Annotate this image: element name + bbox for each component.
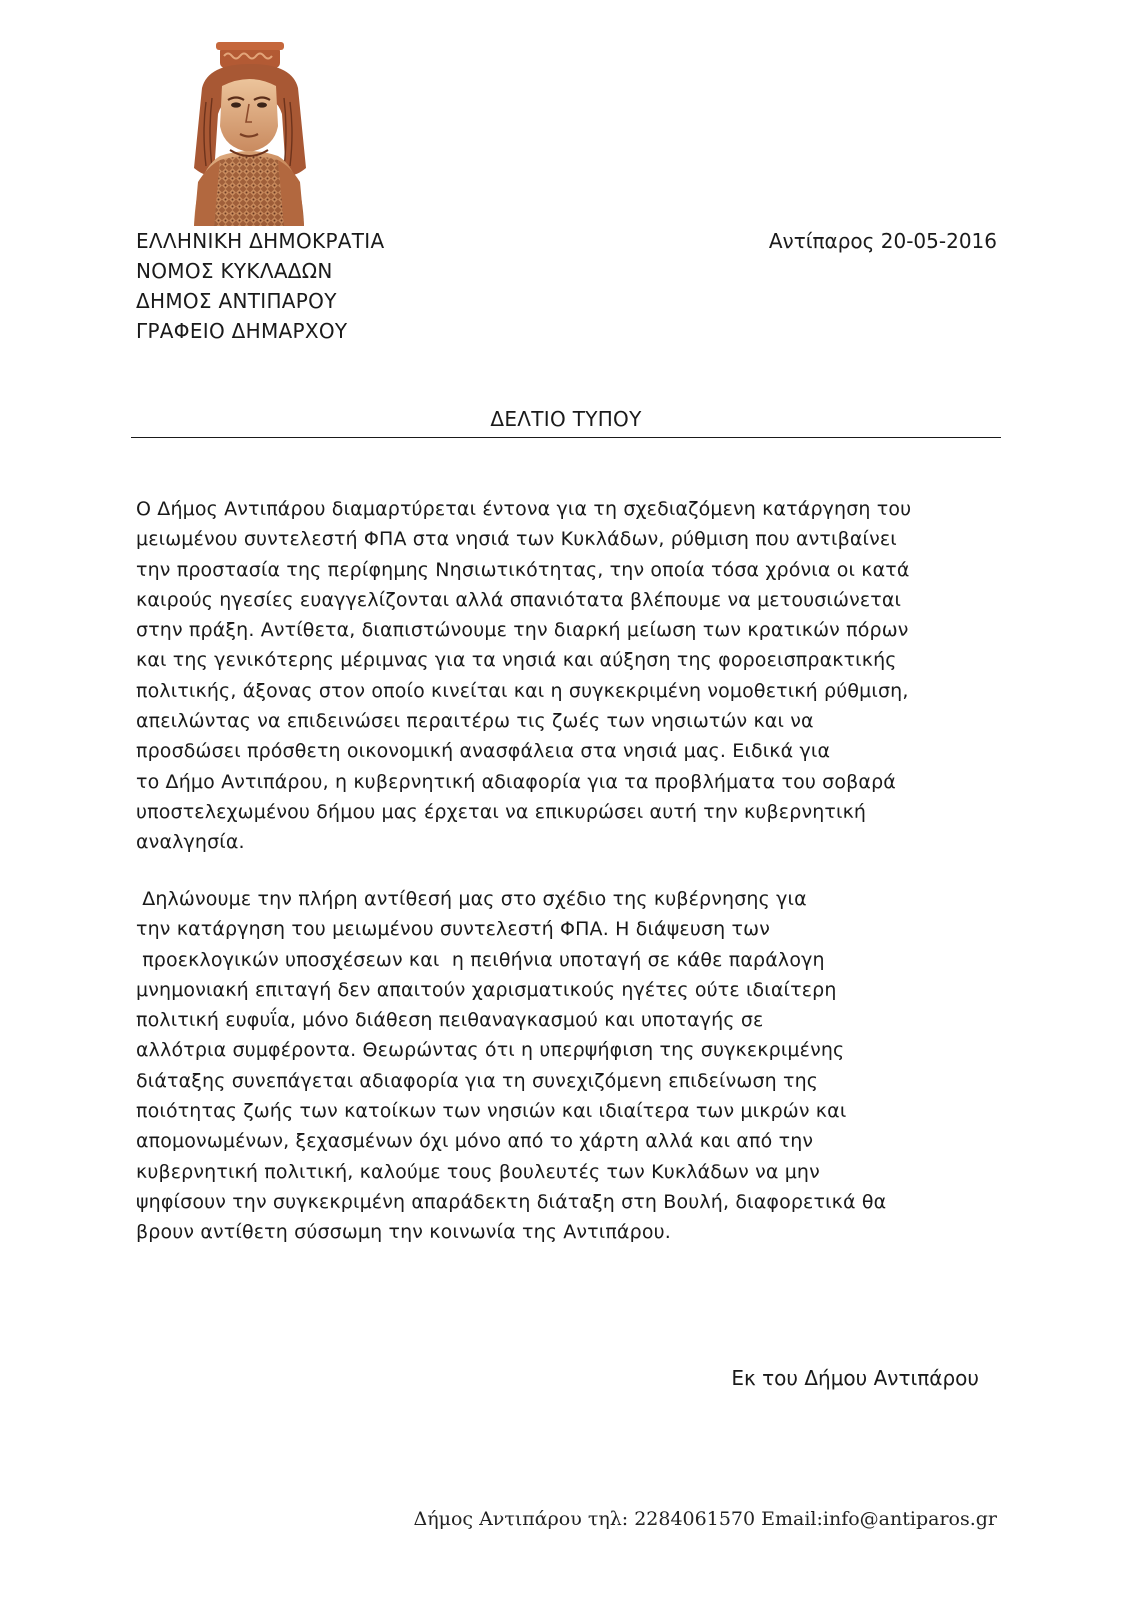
- cycladic-bust-emblem-icon: [180, 42, 318, 226]
- paragraph-line: και της γενικότερης μέριμνας για τα νησιά και αύξηση της φοροεισπρακτικής: [136, 649, 897, 672]
- title-underline-divider: [131, 437, 1001, 438]
- paragraph-line: Ο Δήμος Αντιπάρου διαμαρτύρεται έντονα για τη σχεδιαζόμενη κατάργηση του: [136, 498, 912, 520]
- paragraph-line: προσδώσει πρόσθετη οικονομική ανασφάλεια στα νησιά μας. Ειδικά για: [136, 740, 831, 763]
- paragraph-line: πολιτικής, άξονας στον οποίο κινείται και η συγκεκριμένη νομοθετική ρύθμιση,: [136, 679, 909, 702]
- paragraph-line: προεκλογικών υποσχέσεων και η πειθήνια υποταγή σε κάθε παράλογη: [136, 948, 825, 971]
- place-and-date: Αντίπαρος 20-05-2016: [768, 229, 997, 253]
- paragraph-line: ποιότητας ζωής των κατοίκων των νησιών και ιδιαίτερα των μικρών και: [136, 1100, 847, 1123]
- paragraph-line: καιρούς ηγεσίες ευαγγελίζονται αλλά σπανιότατα βλέπουμε να μετουσιώνεται: [136, 588, 902, 611]
- body-paragraph-2: [136, 884, 886, 1248]
- paragraph-line: μειωμένου συντελεστή ΦΠΑ στα νησιά των Κυκλάδων, ρύθμιση που αντιβαίνει: [136, 528, 897, 551]
- paragraph-line: Δηλώνουμε την πλήρη αντίθεσή μας στο σχέδιο της κυβέρνησης για: [136, 888, 807, 910]
- paragraph-line: υποστελεχωμένου δήμου μας έρχεται να επικυρώσει αυτή την κυβερνητική: [136, 800, 867, 823]
- footer-contact-info: Δήμος Αντιπάρου τηλ: 2284061570 Email:info@antiparos.gr: [413, 1508, 997, 1530]
- paragraph-line: βρουν αντίθετη σύσσωμη την κοινωνία της Αντιπάρου.: [136, 1221, 671, 1244]
- authority-line-office: ΓΡΑΦΕΙΟ ΔΗΜΑΡΧΟΥ: [136, 319, 348, 343]
- signature-line: Εκ του Δήμου Αντιπάρου: [731, 1366, 979, 1390]
- paragraph-line: την κατάργηση του μειωμένου συντελεστή ΦΠΑ. Η διάψευση των: [136, 918, 770, 941]
- paragraph-line: το Δήμο Αντιπάρου, η κυβερνητική αδιαφορία για τα προβλήματα του σοβαρά: [136, 770, 896, 793]
- authority-line-municipality: ΔΗΜΟΣ ΑΝΤΙΠΑΡΟΥ: [136, 289, 337, 313]
- paragraph-line: στην πράξη. Αντίθετα, διαπιστώνουμε την διαρκή μείωση των κρατικών πόρων: [136, 619, 909, 642]
- authority-line-country: ΕΛΛΗΝΙΚΗ ΔΗΜΟΚΡΑΤΙΑ: [136, 229, 385, 253]
- authority-line-prefecture: ΝΟΜΟΣ ΚΥΚΛΑΔΩΝ: [136, 259, 333, 283]
- paragraph-line: απομονωμένων, ξεχασμένων όχι μόνο από το χάρτη αλλά και από την: [136, 1130, 814, 1153]
- paragraph-line: αλλότρια συμφέροντα. Θεωρώντας ότι η υπερψήφιση της συγκεκριμένης: [136, 1039, 845, 1062]
- body-paragraph-1: [136, 494, 911, 858]
- document-title: ΔΕΛΤΙΟ ΤΥΠΟΥ: [490, 407, 642, 431]
- paragraph-line: απειλώντας να επιδεινώσει περαιτέρω τις ζωές των νησιωτών και να: [136, 710, 814, 733]
- paragraph-line: μνημονιακή επιταγή δεν απαιτούν χαρισματικούς ηγέτες ούτε ιδιαίτερη: [136, 978, 837, 1001]
- paragraph-line: πολιτική ευφυΐα, μόνο διάθεση πειθαναγκασμού και υποταγής σε: [136, 1009, 764, 1032]
- paragraph-line: διάταξης συνεπάγεται αδιαφορία για τη συνεχιζόμενη επιδείνωση της: [136, 1069, 819, 1092]
- paragraph-line: την προστασία της περίφημης Νησιωτικότητας, την οποία τόσα χρόνια οι κατά: [136, 558, 910, 581]
- paragraph-line: ψηφίσουν την συγκεκριμένη απαράδεκτη διάταξη στη Βουλή, διαφορετικά θα: [136, 1190, 887, 1213]
- paragraph-line: αναλγησία.: [136, 831, 245, 854]
- paragraph-line: κυβερνητική πολιτική, καλούμε τους βουλευτές των Κυκλάδων να μην: [136, 1160, 820, 1183]
- issuing-authority-block: [136, 226, 384, 346]
